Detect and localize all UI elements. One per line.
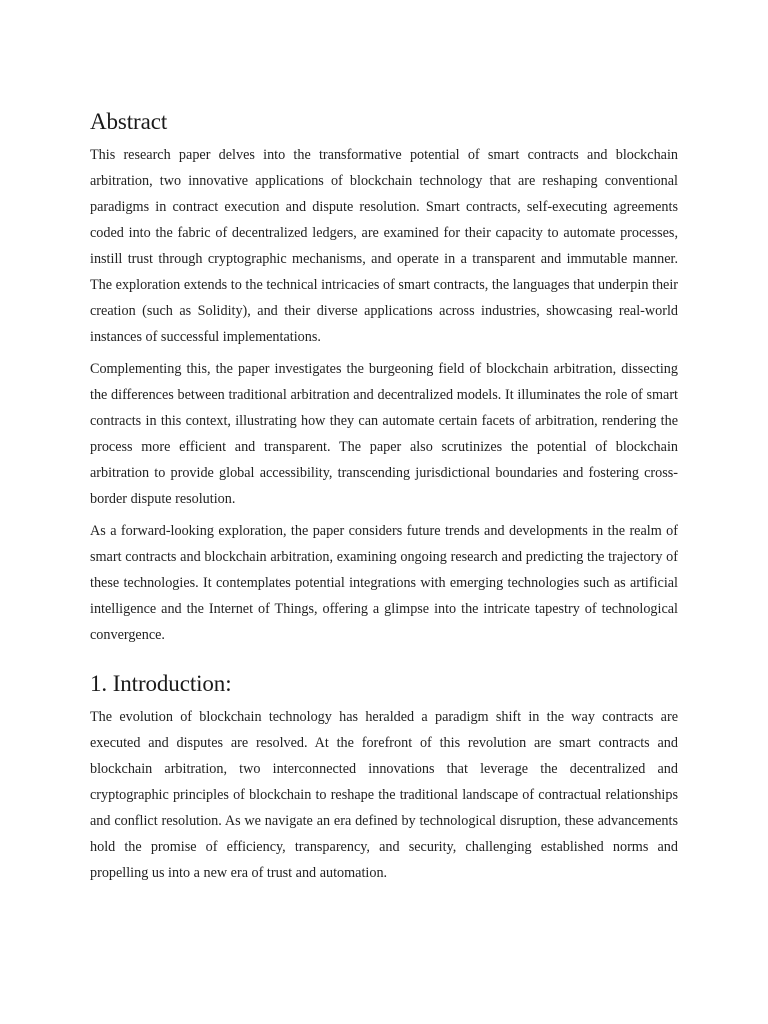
abstract-paragraph-1: This research paper delves into the transformative potential of smart contracts and blockchain arbitration, two innovative applications of blockchain technology that are reshaping conventional paradigms in contract execution and dispute resolution. Smart contracts, self-executing agreements coded into the fabric of decentralized ledgers, are examined for their capacity to automate processes, instill trust through cryptographic mechanisms, and operate in a transparent and immutable manner. The exploration extends to the technical intricacies of smart contracts, the languages that underpin their creation (such as Solidity), and their diverse applications across industries, showcasing real-world instances of successful implementations. [90,147,678,345]
introduction-paragraph-1: The evolution of blockchain technology has heralded a paradigm shift in the way contracts are executed and disputes are resolved. At the forefront of this revolution are smart contracts and blockchain arbitration, two interconnected innovations that leverage the decentralized and cryptographic principles of blockchain to reshape the traditional landscape of contractual relationships and conflict resolution. As we navigate an era defined by technological disruption, these advancements hold the promise of efficiency, transparency, and security, challenging established norms and propelling us into a new era of trust and automation. [90,709,678,881]
abstract-heading: Abstract [90,109,168,134]
document-page [90,108,678,892]
introduction-heading: 1. Introduction: [90,671,232,696]
abstract-paragraph-3: As a forward-looking exploration, the paper considers future trends and developments in the realm of smart contracts and blockchain arbitration, examining ongoing research and predicting the trajectory of these technologies. It contemplates potential integrations with emerging technologies such as artificial intelligence and the Internet of Things, offering a glimpse into the intricate tapestry of technological convergence. [90,523,678,643]
abstract-paragraph-2: Complementing this, the paper investigates the burgeoning field of blockchain arbitration, dissecting the differences between traditional arbitration and decentralized models. It illuminates the role of smart contracts in this context, illustrating how they can automate certain facets of arbitration, rendering the process more efficient and transparent. The paper also scrutinizes the potential of blockchain arbitration to provide global accessibility, transcending jurisdictional boundaries and fostering cross-border dispute resolution. [90,361,678,507]
